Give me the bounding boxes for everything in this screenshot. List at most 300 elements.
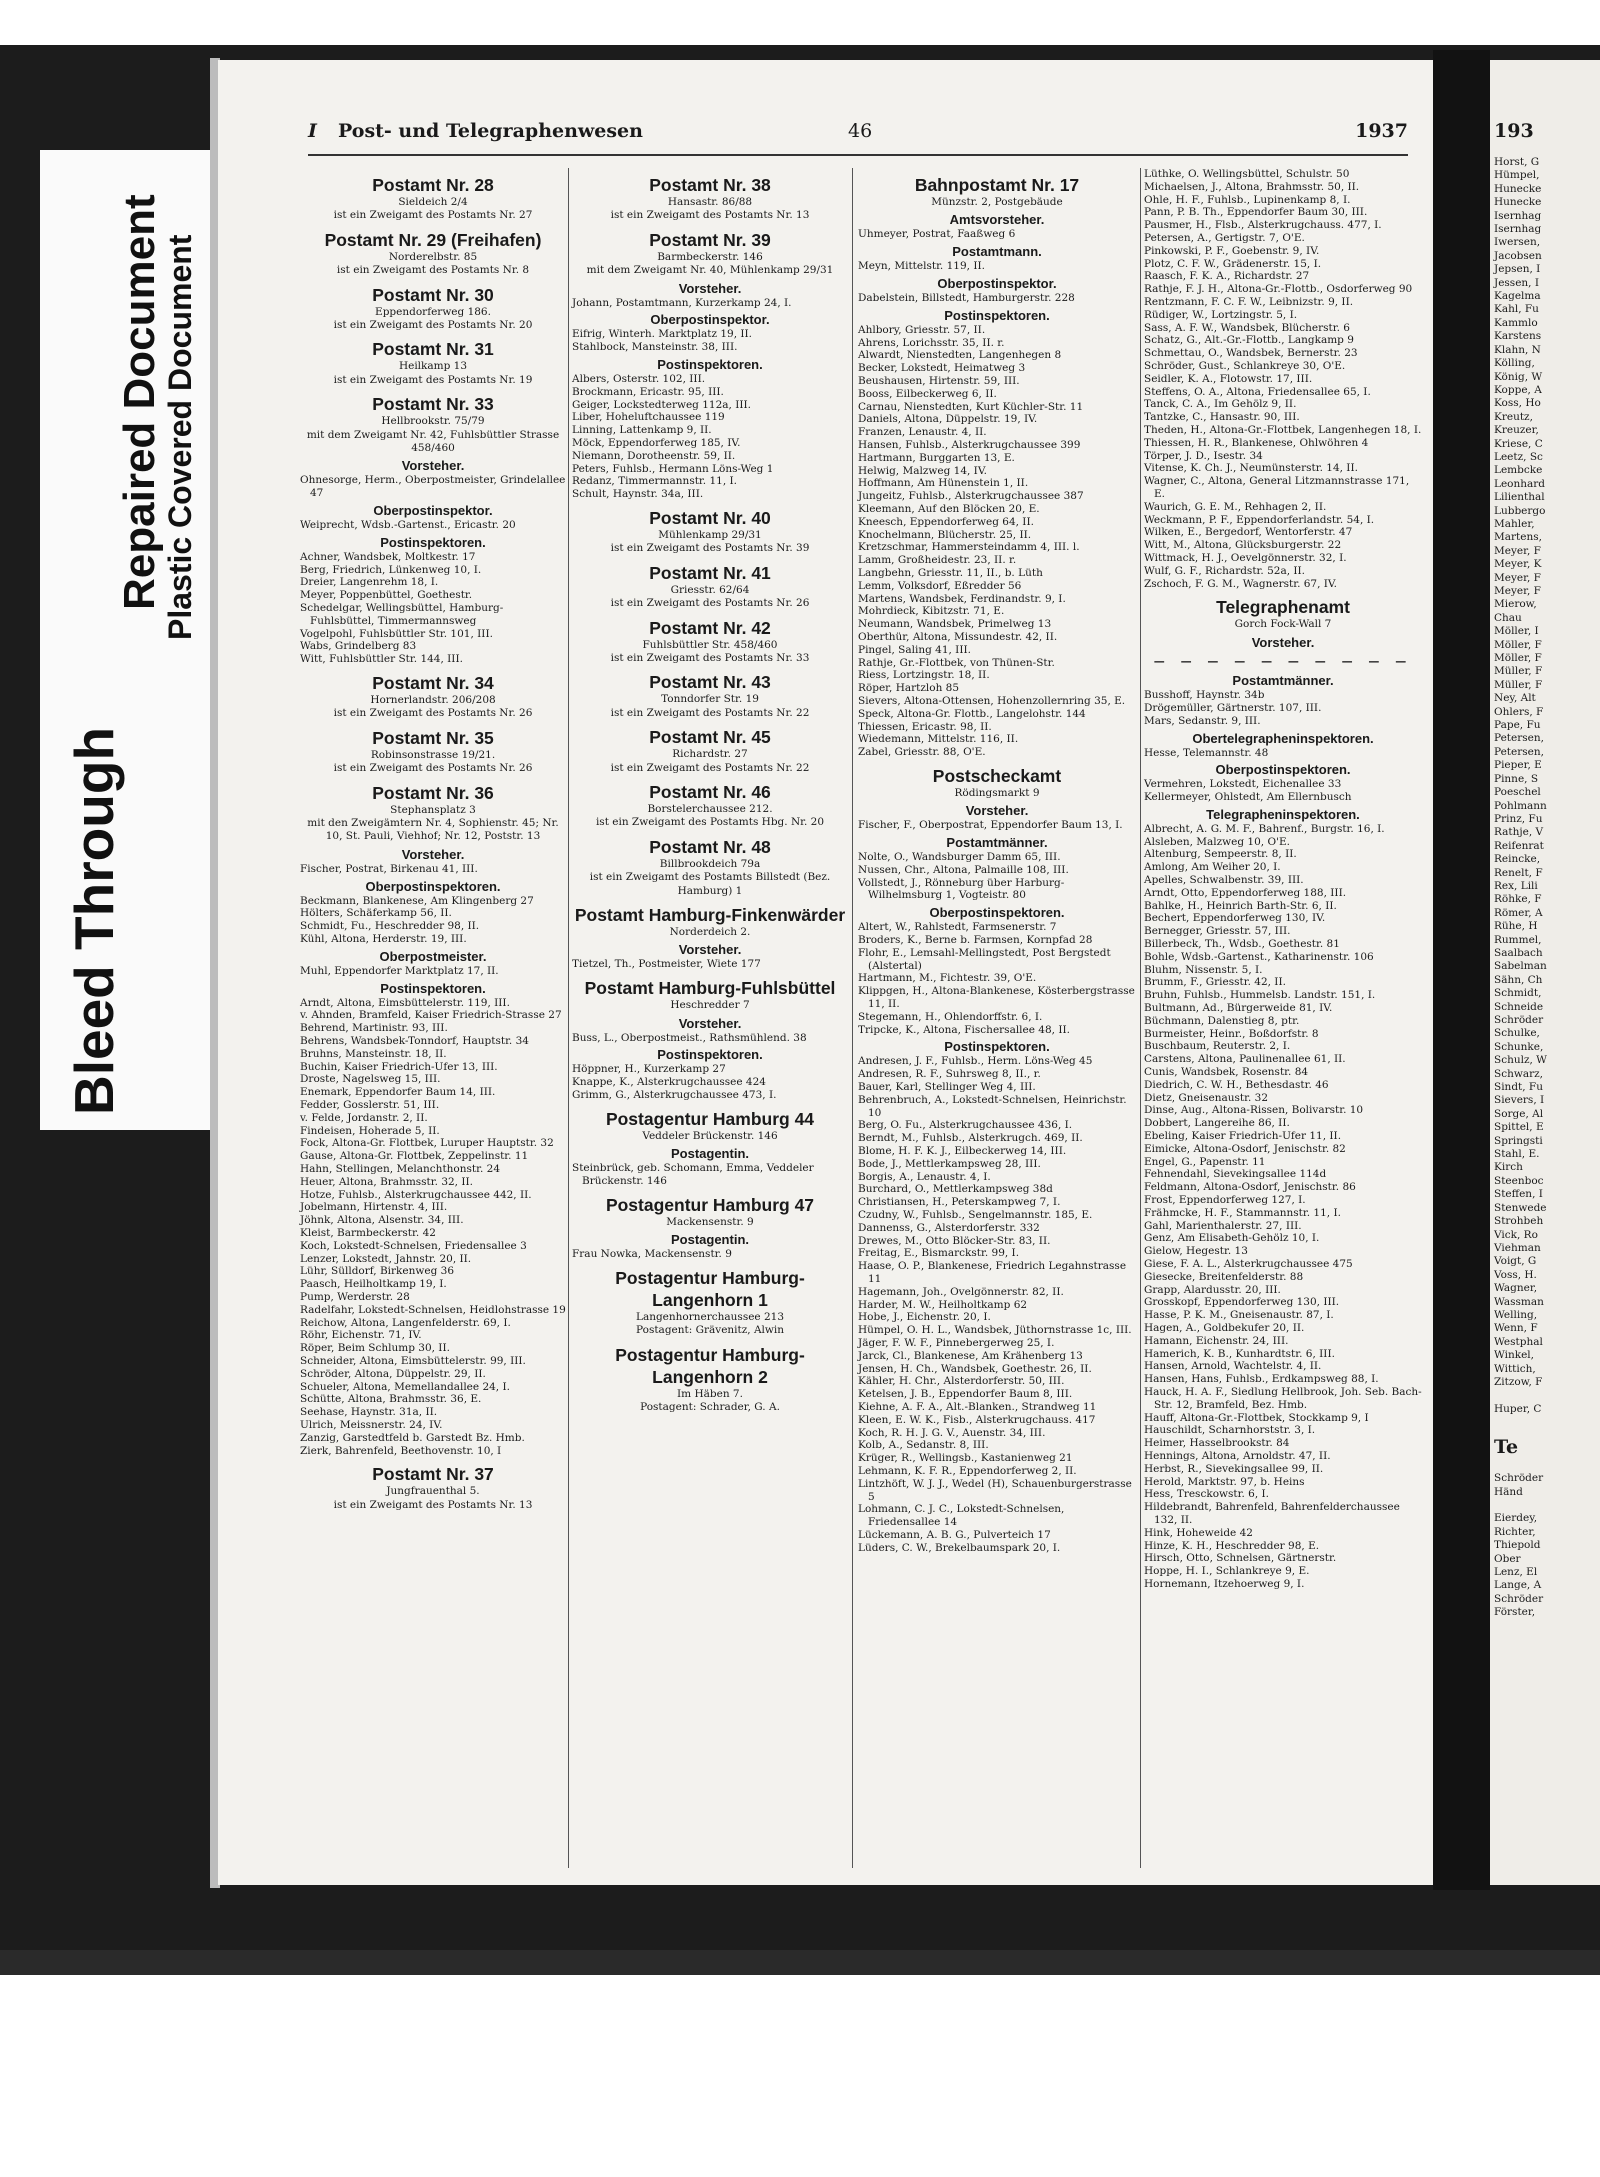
office-block: [572, 1108, 848, 1188]
staff-entry: Bohle, Wdsb.-Gartenst., Katharinenstr. 106: [1144, 950, 1374, 963]
scan-bottom-edge: [0, 1950, 1600, 1975]
office-title: Bahnpostamt Nr. 17: [914, 175, 1080, 195]
office-title: Postamt Nr. 46: [649, 782, 771, 803]
section-heading: Vorsteher.: [678, 280, 742, 296]
staff-entry: Kleemann, Auf den Blöcken 20, E.: [858, 502, 1040, 515]
right-page-line: Schröder: [1494, 1592, 1544, 1605]
office-address: mit dem Zweigamt Nr. 42, Fuhlsbüttler Strasse 458/460: [306, 428, 560, 455]
office-block: [572, 507, 848, 556]
staff-entry: Droste, Nagelsweg 15, III.: [300, 1073, 441, 1086]
right-page-line: Sorge, Al: [1494, 1107, 1544, 1120]
staff-entry: Langbehn, Griesstr. 11, II., b. Lüth: [858, 566, 1043, 579]
staff-entry: Haase, O. P., Blankenese, Friedrich Legahnstrasse 11: [858, 1260, 1127, 1285]
staff-entry: Sass, A. F. W., Wandsbek, Blücherstr. 6: [1144, 321, 1350, 334]
right-page-line: Prinz, Fu: [1494, 812, 1543, 825]
office-block: [572, 229, 848, 501]
staff-entry: Stegemann, H., Ohlendorffstr. 6, I.: [858, 1010, 1043, 1023]
staff-entry: Zanzig, Garstedtfeld b. Garstedt Bz. Hmb.: [300, 1431, 525, 1444]
right-page-line: Strohbeh: [1494, 1215, 1544, 1228]
section-heading: Vorsteher.: [678, 942, 742, 958]
bleed-through-label: Bleed Through: [63, 726, 125, 1115]
staff-entry: Pausmer, H., Flsb., Alsterkrugchauss. 477, I.: [1144, 219, 1382, 232]
staff-entry: Zierk, Bahrenfeld, Beethovenstr. 10, I: [300, 1444, 502, 1457]
right-page-line: Wenn, F: [1494, 1322, 1538, 1335]
staff-entry: Diedrich, C. W. H., Bethesdastr. 46: [1144, 1078, 1329, 1091]
office-title: Postamt Nr. 33: [372, 394, 494, 415]
page-number: 46: [848, 120, 873, 142]
staff-entry: Röhr, Eichenstr. 71, IV.: [300, 1329, 422, 1342]
right-page-line: Steenboc: [1494, 1174, 1544, 1187]
staff-entry: Michaelsen, J., Altona, Brahmsstr. 50, II.: [1144, 180, 1360, 193]
staff-entry: Büchmann, Dalenstieg 8, ptr.: [1144, 1014, 1300, 1027]
office-address: ist ein Zweigamt des Postamts Nr. 19: [333, 373, 533, 386]
office-block: [572, 726, 848, 775]
right-page-line: Schneide: [1494, 1000, 1544, 1013]
office-title: Postamt Hamburg-Finkenwärder: [574, 905, 846, 926]
staff-entry: Kolb, A., Sedanstr. 8, III.: [858, 1439, 989, 1452]
right-page-line: Kahl, Fu: [1494, 303, 1539, 316]
staff-entry: Bruhn, Fuhlsb., Hummelsb. Landstr. 151, I.: [1144, 989, 1376, 1002]
right-page-line: Kreuzer,: [1494, 424, 1539, 437]
staff-entry: Kneesch, Eppendorferweg 64, II.: [858, 515, 1034, 528]
right-page-line: Voss, H.: [1494, 1268, 1537, 1281]
staff-entry: Jobelmann, Hirtenstr. 4, III.: [300, 1201, 448, 1214]
staff-entry: Alsleben, Malzweg 10, O'E.: [1144, 835, 1290, 848]
staff-entry: Behrens, Wandsbek-Tonndorf, Hauptstr. 34: [300, 1035, 529, 1048]
staff-entry: Meyer, Poppenbüttel, Goethestr.: [300, 589, 473, 602]
staff-entry: Berg, O. Fu., Alsterkrugchaussee 436, I.: [858, 1119, 1073, 1132]
staff-entry: Hagemann, Joh., Ovelgönnerstr. 82, II.: [858, 1285, 1064, 1298]
staff-entry: Lühr, Sülldorf, Birkenweg 36: [300, 1265, 455, 1278]
right-page-line: Koppe, A: [1494, 383, 1542, 396]
right-page-line: Isernhag: [1494, 209, 1542, 222]
office-block: [572, 671, 848, 720]
staff-entry: Hobe, J., Eichenstr. 20, I.: [858, 1311, 991, 1324]
staff-entry: Peters, Fuhlsb., Hermann Löns-Weg 1: [572, 462, 774, 475]
staff-entry: Bernegger, Griesstr. 57, III.: [1144, 925, 1291, 938]
staff-entry: Hennings, Altona, Arnoldstr. 47, II.: [1144, 1449, 1331, 1462]
staff-entry: Fock, Altona-Gr. Flottbek, Luruper Hauptstr. 32: [300, 1137, 554, 1150]
office-address: Jungfrauenthal 5.: [386, 1485, 480, 1498]
staff-entry: Helwig, Malzweg 14, IV.: [858, 464, 987, 477]
right-page-line: Mierow,: [1494, 598, 1537, 611]
staff-entry: Altenburg, Sempeerstr. 8, II.: [1144, 848, 1297, 861]
office-address: Langenhornerchaussee 213: [635, 1311, 785, 1324]
staff-entry: Giesecke, Breitenfelderstr. 88: [1144, 1270, 1304, 1283]
staff-entry: Liber, Hoheluftchaussee 119: [572, 411, 725, 424]
right-page-line: Meyer, F: [1494, 585, 1541, 597]
section-heading: Vorsteher.: [401, 458, 465, 474]
staff-entry: Hotze, Fuhlsb., Alsterkrugchaussee 442, II.: [300, 1188, 532, 1201]
staff-entry: Kleen, E. W. K., Fisb., Alsterkrugchauss. 417: [858, 1413, 1096, 1426]
staff-entry: Behrenbruch, A., Lokstedt-Schnelsen, Heinrichstr. 10: [858, 1093, 1127, 1119]
section-number: I: [308, 120, 317, 142]
right-page-line: Viehman: [1494, 1241, 1541, 1254]
section-heading: Amtsvorsteher.: [949, 212, 1045, 228]
staff-entry: Fischer, F., Oberpostrat, Eppendorfer Baum 13, I.: [858, 819, 1123, 832]
right-page-line: Schulz, W: [1494, 1054, 1547, 1067]
staff-entry: Bode, J., Mettlerkampsweg 28, III.: [858, 1157, 1041, 1170]
right-page-line: Koss, Ho: [1494, 397, 1541, 410]
staff-entry: Engel, G., Papenstr. 11: [1144, 1155, 1266, 1168]
staff-entry: Lenzer, Lokstedt, Jahnstr. 20, II.: [300, 1252, 472, 1265]
office-title: Postamt Hamburg-Fuhlsbüttel: [584, 978, 836, 999]
right-page-line: König, W: [1494, 370, 1543, 383]
right-page-line: Schröder: [1494, 1014, 1544, 1026]
section-heading: Obertelegrapheninspektoren.: [1192, 730, 1374, 746]
section-heading: Postagentin.: [670, 1146, 749, 1162]
staff-entry: Bechert, Eppendorferweg 130, IV.: [1144, 912, 1326, 925]
office-title: Postamt Nr. 34: [372, 673, 494, 694]
staff-entry: Möck, Eppendorferweg 185, IV.: [572, 437, 741, 449]
office-block: [1144, 596, 1422, 650]
staff-entry: Dinse, Aug., Altona-Rissen, Bolivarstr. 10: [1144, 1104, 1364, 1117]
staff-entry: Grimm, G., Alsterkrugchaussee 473, I.: [572, 1089, 777, 1102]
staff-entry: Schröder, Gust., Schlankreye 30, O'E.: [1144, 359, 1346, 372]
office-address: Veddeler Brückenstr. 146: [642, 1129, 778, 1142]
staff-entry: Franzen, Lenaustr. 4, II.: [858, 426, 987, 439]
staff-entry: Booss, Eilbeckerweg 6, II.: [858, 387, 997, 400]
staff-entry: Riess, Lortzingstr. 18, II.: [858, 669, 990, 682]
staff-entry: Altert, W., Rahlstedt, Farmsenerstr. 7: [858, 921, 1057, 934]
staff-entry: Kellermeyer, Ohlstedt, Am Ellernbusch: [1144, 791, 1352, 804]
column-3: [858, 168, 1136, 1557]
staff-entry: Lüders, C. W., Brekelbaumspark 20, I.: [858, 1541, 1061, 1554]
office-block: [572, 562, 848, 611]
staff-entry: Neumann, Wandsbek, Primelweg 13: [858, 618, 1052, 631]
office-address: Heschredder 7: [670, 999, 750, 1012]
staff-entry: Hamerich, K. B., Kunhardtstr. 6, III.: [1144, 1347, 1335, 1360]
office-address: ist ein Zweigamt des Postamts Nr. 26: [610, 597, 810, 610]
staff-entry: Bauer, Karl, Stellinger Weg 4, III.: [858, 1081, 1036, 1094]
staff-entry: Sievers, Altona-Ottensen, Hohenzollernring 35, E.: [858, 694, 1126, 707]
office-block: [1144, 168, 1422, 590]
section-heading: Postinspektoren.: [380, 534, 486, 550]
repaired-document-label: Repaired Document: [115, 194, 164, 610]
staff-entry: Uhmeyer, Postrat, Faaßweg 6: [858, 228, 1016, 241]
right-page-line: Petersen,: [1494, 732, 1544, 745]
staff-entry: Herold, Marktstr. 97, b. Heins: [1144, 1475, 1305, 1488]
book-gutter: [1433, 50, 1490, 1890]
office-address: Sieldeich 2/4: [398, 196, 468, 208]
office-title: Postagentur Hamburg 47: [605, 1194, 815, 1215]
section-heading: Postinspektoren.: [944, 1039, 1050, 1055]
office-address: ist ein Zweigamt des Postamts Nr. 22: [610, 706, 810, 719]
section-heading: Oberpostinspektoren.: [365, 878, 501, 894]
right-page-line: Klahn, N: [1494, 343, 1541, 356]
staff-entry: Hümpel, O. H. L., Wandsbek, Jüthornstrasse 1c, III.: [858, 1324, 1132, 1337]
office-block: [1144, 672, 1422, 1591]
office-title: Postamt Nr. 31: [372, 339, 494, 360]
staff-entry: Eimicke, Altona-Osdorf, Jenischstr. 82: [1144, 1142, 1346, 1155]
staff-entry: Schult, Haynstr. 34a, III.: [572, 488, 704, 501]
office-address: Barmbeckerstr. 146: [657, 250, 763, 263]
office-title: Postamt Nr. 42: [649, 617, 771, 638]
staff-entry: Burchard, O., Mettlerkampsweg 38d: [858, 1183, 1053, 1196]
section-heading: Oberpostmeister.: [379, 948, 487, 964]
staff-entry: Broders, K., Berne b. Farmsen, Kornpfad 28: [858, 934, 1093, 947]
staff-entry: v. Ahnden, Bramfeld, Kaiser Friedrich-Strasse 27: [300, 1009, 562, 1022]
office-block: [300, 727, 566, 776]
right-page-line: Eierdey,: [1494, 1512, 1538, 1525]
right-page-line: Lenz, El: [1494, 1566, 1538, 1579]
right-page-line: Karstens: [1494, 330, 1542, 343]
staff-entry: Ohle, H. F., Fuhlsb., Lupinenkamp 8, I.: [1144, 193, 1351, 206]
staff-entry: Hauschildt, Scharnhorststr. 3, I.: [1144, 1424, 1316, 1437]
right-page-line: Lange, A: [1494, 1579, 1542, 1592]
right-page-line: Jacobsen: [1494, 249, 1542, 262]
right-page-line: Lubbergo: [1494, 504, 1546, 517]
office-title: Postscheckamt: [932, 765, 1062, 786]
staff-entry: Lintzhöft, W. J. J., Wedel (H), Schauenburgerstrasse 5: [858, 1477, 1132, 1503]
staff-entry: Brockmann, Ericastr. 95, III.: [572, 385, 724, 398]
staff-entry: Jungeitz, Fuhlsb., Alsterkrugchaussee 387: [858, 490, 1084, 503]
right-page-line: Spittel, E: [1494, 1121, 1544, 1134]
office-title: Postamt Nr. 36: [372, 782, 494, 803]
office-address: Stephansplatz 3: [390, 803, 476, 816]
office-title: Postamt Nr. 48: [649, 836, 771, 857]
staff-entry: Hildebrandt, Bahrenfeld, Bahrenfelderchaussee 132, II.: [1144, 1501, 1400, 1526]
staff-entry: Röper, Beim Schlump 30, II.: [300, 1342, 450, 1355]
staff-entry: Daniels, Altona, Düppelstr. 19, IV.: [858, 413, 1038, 426]
staff-entry: Kleist, Barmbeckerstr. 42: [300, 1227, 436, 1239]
staff-entry: Mars, Sedanstr. 9, III.: [1144, 714, 1261, 727]
staff-entry: Albers, Osterstr. 102, III.: [572, 373, 706, 386]
office-block: [572, 1267, 848, 1338]
section-heading: Oberpostinspektor.: [650, 312, 770, 328]
office-address: ist ein Zweigamt des Postamts Nr. 39: [610, 542, 810, 555]
office-address: Eppendorferweg 186.: [375, 305, 491, 318]
right-page-line: Leetz, Sc: [1494, 450, 1543, 463]
staff-entry: Schmidt, Fu., Heschredder 98, II.: [300, 920, 480, 933]
right-page-line: Kagelma: [1494, 290, 1541, 303]
staff-entry: Eifrig, Winterh. Marktplatz 19, II.: [572, 328, 753, 341]
staff-entry: Grosskopf, Eppendorferweg 130, III.: [1144, 1296, 1340, 1309]
right-page-line: Möller, F: [1494, 638, 1542, 651]
right-page-line: Schwarz,: [1494, 1067, 1543, 1080]
right-page-line: Renelt, F: [1494, 866, 1543, 879]
staff-entry: Hartmann, M., Fichtestr. 39, O'E.: [858, 972, 1037, 985]
staff-entry: Mohrdieck, Kibitzstr. 71, E.: [858, 605, 1005, 618]
right-page-line: Müller, F: [1494, 665, 1543, 678]
staff-entry: Hagen, A., Goldbekufer 20, II.: [1144, 1321, 1305, 1334]
staff-entry: Blome, H. F. K. J., Eilbeckerweg 14, III.: [858, 1145, 1067, 1158]
staff-entry: Lüthke, O. Wellingsbüttel, Schulstr. 50: [1144, 168, 1350, 180]
staff-entry: Meyn, Mittelstr. 119, II.: [858, 260, 985, 273]
office-title: Postamt Nr. 35: [372, 727, 494, 748]
right-page-line: Meyer, F: [1494, 544, 1541, 557]
right-page-line: Horst, G: [1494, 156, 1540, 168]
right-page-line: Reifenrat: [1494, 839, 1544, 852]
right-page-line: Poeschel: [1494, 786, 1541, 799]
section-heading: Postamtmänner.: [1232, 673, 1334, 689]
right-page-line: Leonhard: [1494, 477, 1546, 490]
right-page-line: Lilienthal: [1494, 491, 1545, 504]
office-block: [300, 174, 566, 223]
right-page-line: Westphal: [1494, 1335, 1543, 1348]
section-heading: Telegrapheninspektoren.: [1206, 806, 1360, 822]
staff-entry: Stahlbock, Mansteinstr. 38, III.: [572, 341, 738, 354]
staff-entry: Hansen, Hans, Fuhlsb., Erdkampsweg 88, I.: [1144, 1373, 1379, 1386]
office-title: Telegraphenamt: [1216, 597, 1350, 618]
staff-entry: Busshoff, Haynstr. 34b: [1144, 689, 1265, 702]
office-address: Griesstr. 62/64: [670, 583, 750, 596]
staff-entry: Schneider, Altona, Eimsbüttelerstr. 99, III.: [300, 1354, 526, 1367]
staff-entry: Amlong, Am Weiher 20, I.: [1144, 861, 1281, 874]
staff-entry: Arndt, Otto, Eppendorferweg 188, III.: [1144, 886, 1347, 899]
staff-entry: Carnau, Nienstedten, Kurt Küchler-Str. 11: [858, 400, 1084, 413]
staff-entry: Wittmack, H. J., Oevelgönnerstr. 32, I.: [1144, 551, 1347, 564]
section-heading: Postamtmann.: [952, 244, 1042, 260]
office-block: [572, 836, 848, 898]
right-page-line: Iwersen,: [1494, 236, 1541, 249]
section-heading: Postamtmänner.: [946, 835, 1048, 851]
column-divider: [852, 168, 853, 1868]
staff-entry: Frau Nowka, Mackensenstr. 9: [572, 1248, 732, 1261]
staff-entry: Beushausen, Hirtenstr. 59, III.: [858, 374, 1020, 387]
staff-entry: Bahlke, H., Heinrich Barth-Str. 6, II.: [1144, 899, 1337, 912]
office-block: [572, 1344, 848, 1415]
staff-entry: Theden, H., Altona-Gr.-Flottbek, Langenhegen 18, I.: [1144, 423, 1422, 436]
column-divider: [1140, 168, 1141, 1868]
staff-entry: Klippgen, H., Altona-Blankenese, Kösterbergstrasse 11, II.: [858, 985, 1135, 1011]
right-page-line: Hunecke: [1494, 196, 1542, 209]
office-address: Hellbrookstr. 75/79: [381, 415, 485, 428]
staff-entry: Pump, Werderstr. 28: [300, 1290, 410, 1303]
right-page-line: Saalbach: [1494, 946, 1543, 959]
office-block: [300, 1463, 566, 1512]
staff-entry: Achner, Wandsbek, Moltkestr. 17: [300, 550, 476, 563]
staff-entry: Rüdiger, W., Lortzingstr. 5, I.: [1144, 308, 1298, 321]
office-block: [572, 617, 848, 666]
office-block: [572, 904, 848, 971]
staff-entry: Wiedemann, Mittelstr. 116, II.: [858, 733, 1019, 746]
office-block: [572, 977, 848, 1102]
staff-entry: Waurich, G. E. M., Rehhagen 2, II.: [1144, 500, 1327, 513]
office-address: Norderelbstr. 85: [388, 250, 478, 263]
section-heading: Oberpostinspektoren.: [929, 905, 1065, 921]
staff-entry: Hink, Hoheweide 42: [1144, 1526, 1253, 1539]
staff-entry: Höppner, H., Kurzerkamp 27: [572, 1063, 726, 1076]
staff-entry: Frähmcke, H. F., Stammannstr. 11, I.: [1144, 1206, 1341, 1219]
right-page-line: Lembcke: [1494, 464, 1543, 477]
staff-entry: Lehmann, K. F. R., Eppendorferweg 2, II.: [858, 1464, 1077, 1477]
staff-entry: Berg, Friedrich, Lünkenweg 10, I.: [300, 563, 482, 576]
office-address: ist ein Zweigamt des Postamts Nr. 22: [610, 761, 810, 774]
right-page-line: Martens,: [1494, 531, 1542, 544]
staff-entry: Weiprecht, Wdsb.-Gartenst., Ericastr. 20: [300, 519, 516, 532]
staff-entry: Pinkowski, P. F., Goebenstr. 9, IV.: [1144, 244, 1320, 257]
right-page-line: Sindt, Fu: [1494, 1081, 1543, 1094]
office-address: ist ein Zweigamt des Postamts Nr. 26: [333, 762, 533, 775]
office-address: Norderdeich 2.: [669, 926, 751, 939]
right-page-line: Chau: [1494, 611, 1522, 624]
staff-entry: Rentzmann, F. C. F. W., Leibnizstr. 9, II.: [1144, 295, 1354, 308]
right-page-line: Winkel,: [1494, 1349, 1535, 1362]
staff-entry: Apelles, Schwalbenstr. 39, III.: [1144, 874, 1304, 887]
staff-entry: Muhl, Eppendorfer Marktplatz 17, II.: [300, 964, 499, 977]
right-page-line: Welling,: [1494, 1308, 1538, 1321]
staff-entry: Wulf, G. F., Richardstr. 52a, II.: [1144, 564, 1306, 577]
plastic-covered-label: Plastic Covered Document: [162, 234, 198, 640]
section-heading: Postagentin.: [670, 1232, 749, 1248]
staff-entry: Beckmann, Blankenese, Am Klingenberg 27: [300, 894, 534, 907]
page-header: [308, 120, 1408, 156]
staff-entry: Schueler, Altona, Memellandallee 24, I.: [300, 1380, 510, 1393]
office-block: [300, 229, 566, 278]
right-page-line: Kirch: [1494, 1161, 1523, 1174]
right-page-line: Reincke,: [1494, 853, 1541, 866]
office-address: ist ein Zweigamt des Postamts Hbg. Nr. 20: [595, 816, 825, 829]
staff-entry: Speck, Altona-Gr. Flottb., Langelohstr. 144: [858, 707, 1086, 720]
section-heading: Vorsteher.: [678, 1015, 742, 1031]
office-block: [572, 781, 848, 830]
staff-entry: Witt, M., Altona, Glücksburgerstr. 22: [1144, 539, 1342, 552]
staff-entry: Ahrens, Lorichsstr. 35, II. r.: [858, 336, 1005, 349]
staff-entry: Jöhnk, Altona, Alsenstr. 34, III.: [300, 1214, 464, 1227]
office-title: Postagentur Hamburg 44: [605, 1108, 815, 1129]
office-address: Hornerlandstr. 206/208: [370, 694, 496, 707]
right-page-line: Händ: [1494, 1485, 1523, 1498]
office-title: Postamt Nr. 40: [649, 507, 771, 528]
right-page-line: Mahler,: [1494, 517, 1535, 530]
staff-entry: Thiessen, H. R., Blankenese, Ohlwöhren 4: [1144, 436, 1369, 449]
office-title: Postagentur Hamburg-Langenhorn 2: [615, 1344, 805, 1387]
right-page-line: Pinne, S: [1494, 772, 1539, 785]
section-heading: Vorsteher.: [401, 846, 465, 862]
staff-entry: Krüger, R., Wellingsb., Kastanienweg 21: [858, 1452, 1073, 1465]
right-page-line: Springsti: [1494, 1134, 1543, 1147]
staff-entry: Buchin, Kaiser Friedrich-Ufer 13, III.: [300, 1060, 498, 1073]
staff-entry: Paasch, Heilholtkamp 19, I.: [300, 1278, 447, 1291]
staff-entry: Redanz, Timmermannstr. 11, I.: [572, 475, 737, 488]
section-heading: Vorsteher.: [965, 803, 1029, 819]
office-block: [300, 782, 566, 1458]
column-2: [572, 168, 848, 1417]
office-title: Postamt Nr. 39: [649, 229, 771, 250]
office-address: Postagent: Grävenitz, Alwin: [635, 1324, 785, 1337]
office-title: Postamt Nr. 43: [649, 672, 771, 693]
column-1: [300, 168, 566, 1514]
staff-entry: Zabel, Griesstr. 88, O'E.: [858, 746, 986, 759]
section-heading: Oberpostinspektor.: [373, 503, 493, 519]
dash-separator: — — — — — — — — — —: [1153, 654, 1413, 668]
right-page-line: Hunecke: [1494, 182, 1542, 195]
office-block: [300, 338, 566, 387]
office-block: [858, 765, 1136, 1555]
right-page-line: Sabelman: [1494, 960, 1547, 973]
staff-entry: Dietz, Gneisenaustr. 32: [1144, 1091, 1269, 1104]
right-page-line: Jessen, I: [1494, 276, 1539, 289]
staff-entry: Hauck, H. A. F., Siedlung Hellbrook, Joh. Seb. Bach-Str. 12, Bramfeld, Bez. Hmb.: [1144, 1385, 1422, 1411]
office-address: Münzstr. 2, Postgebäude: [931, 196, 1063, 208]
top-margin: [0, 0, 1600, 45]
staff-entry: Jäger, F. W. F., Pinnebergerweg 25, I.: [858, 1336, 1055, 1349]
staff-entry: Christiansen, H., Peterskampweg 7, I.: [858, 1196, 1061, 1209]
right-page-line: Schulke,: [1494, 1027, 1540, 1040]
right-page-line: Vick, Ro: [1494, 1228, 1538, 1241]
staff-entry: Linning, Lattenkamp 9, II.: [572, 424, 712, 437]
staff-entry: Ohnesorge, Herm., Oberpostmeister, Grindelallee 47: [300, 474, 566, 500]
staff-entry: Hornemann, Itzehoerweg 9, I.: [1144, 1577, 1305, 1590]
staff-entry: Enemark, Eppendorfer Baum 14, III.: [300, 1086, 496, 1099]
staff-entry: Ketelsen, J. B., Eppendorfer Baum 8, III.: [858, 1388, 1073, 1401]
staff-entry: Hirsch, Otto, Schnelsen, Gärtnerstr.: [1144, 1552, 1337, 1565]
staff-entry: Wagner, C., Altona, General Litzmannstrasse 171, E.: [1144, 475, 1410, 500]
staff-entry: Tanck, C. A., Im Gehölz 9, II.: [1144, 398, 1297, 411]
right-page-line: Möller, I: [1494, 625, 1539, 638]
office-title: Postamt Nr. 41: [649, 562, 771, 583]
